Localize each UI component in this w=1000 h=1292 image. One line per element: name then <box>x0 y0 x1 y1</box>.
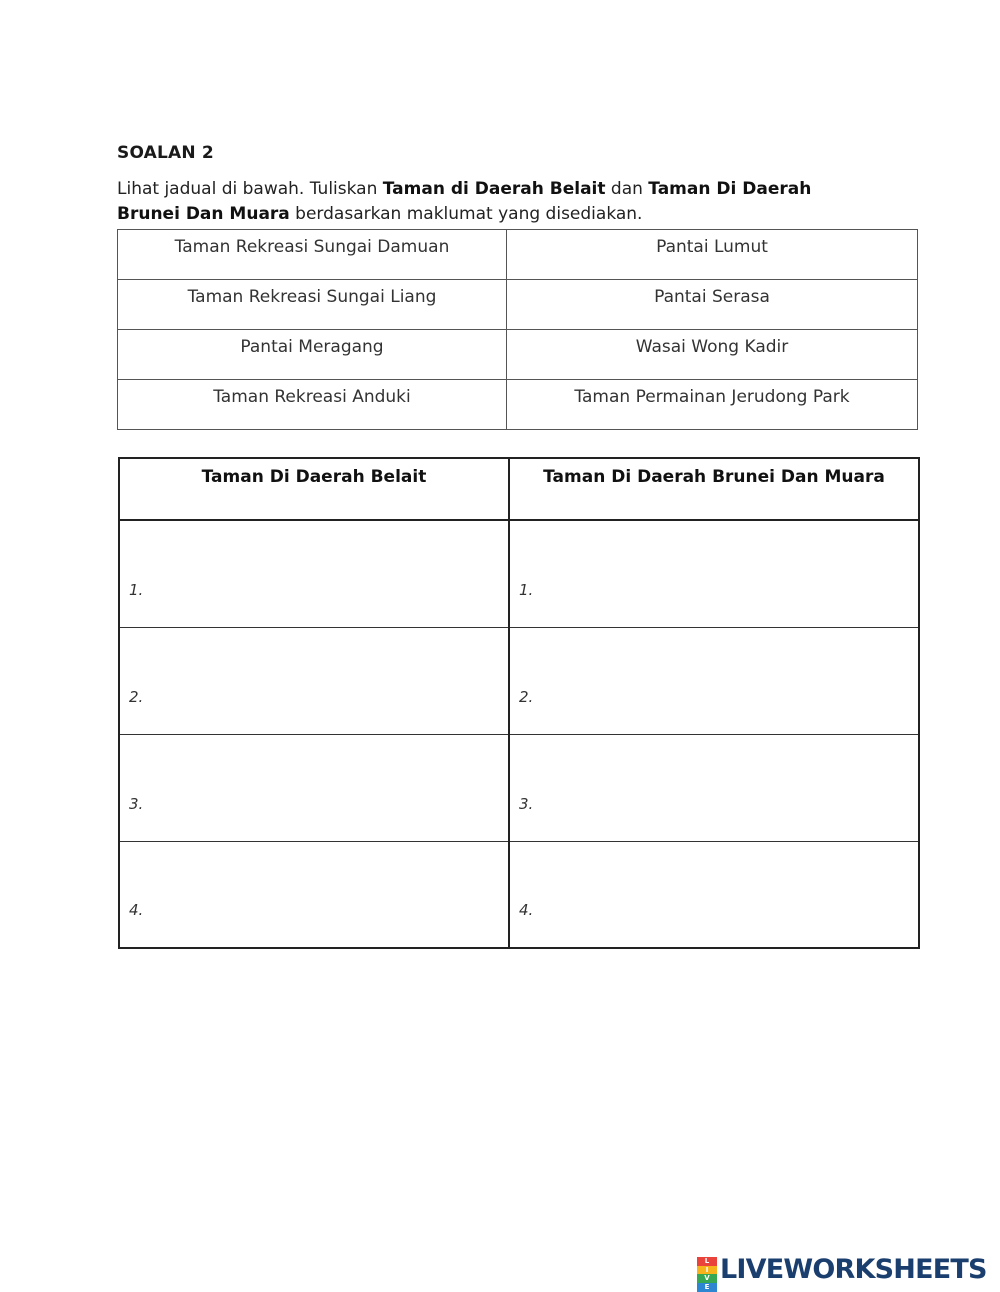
answer-cell-belait-3[interactable]: 3. <box>119 734 509 841</box>
instructions-bold-1: Taman di Daerah Belait <box>382 179 606 199</box>
answer-cell-brunei-1[interactable]: 1. <box>509 520 919 627</box>
park-list-table <box>117 229 918 430</box>
park-cell: Taman Rekreasi Anduki <box>118 380 507 430</box>
table-row <box>119 627 919 734</box>
instructions-text-2: dan <box>605 179 649 199</box>
answer-cell-belait-1[interactable]: 1. <box>119 520 509 627</box>
liveworksheets-logo <box>697 1254 987 1292</box>
instructions-bold-2: Taman Di Daerah Brunei Dan Muara <box>117 179 812 224</box>
answer-cell-brunei-2[interactable]: 2. <box>509 627 919 734</box>
park-cell: Taman Rekreasi Sungai Damuan <box>118 230 507 280</box>
instructions <box>117 177 877 227</box>
table-row <box>119 520 919 627</box>
logo-mark-letter: V <box>697 1274 717 1283</box>
table-row <box>119 841 919 948</box>
logo-mark-letter: E <box>697 1283 717 1292</box>
answer-table <box>118 457 920 949</box>
park-cell: Taman Rekreasi Sungai Liang <box>118 280 507 330</box>
answer-cell-belait-4[interactable]: 4. <box>119 841 509 948</box>
header-brunei-muara: Taman Di Daerah Brunei Dan Muara <box>509 458 919 520</box>
answer-cell-brunei-3[interactable]: 3. <box>509 734 919 841</box>
table-row <box>118 330 918 380</box>
park-cell: Wasai Wong Kadir <box>507 330 918 380</box>
park-cell: Pantai Lumut <box>507 230 918 280</box>
table-row <box>118 230 918 280</box>
logo-mark-letter: I <box>697 1266 717 1275</box>
logo-text: LIVEWORKSHEETS <box>720 1254 987 1285</box>
park-cell: Taman Permainan Jerudong Park <box>507 380 918 430</box>
question-heading: SOALAN 2 <box>117 143 214 163</box>
answer-cell-brunei-4[interactable]: 4. <box>509 841 919 948</box>
logo-mark-letter: L <box>697 1257 717 1266</box>
instructions-text-3: berdasarkan maklumat yang disediakan. <box>289 204 643 224</box>
table-row <box>118 280 918 330</box>
park-cell: Pantai Serasa <box>507 280 918 330</box>
answer-cell-belait-2[interactable]: 2. <box>119 627 509 734</box>
answer-header-row <box>119 458 919 520</box>
instructions-text-1: Lihat jadual di bawah. Tuliskan <box>117 179 383 199</box>
table-row <box>118 380 918 430</box>
header-belait: Taman Di Daerah Belait <box>119 458 509 520</box>
park-cell: Pantai Meragang <box>118 330 507 380</box>
table-row <box>119 734 919 841</box>
logo-mark-icon <box>697 1257 717 1292</box>
